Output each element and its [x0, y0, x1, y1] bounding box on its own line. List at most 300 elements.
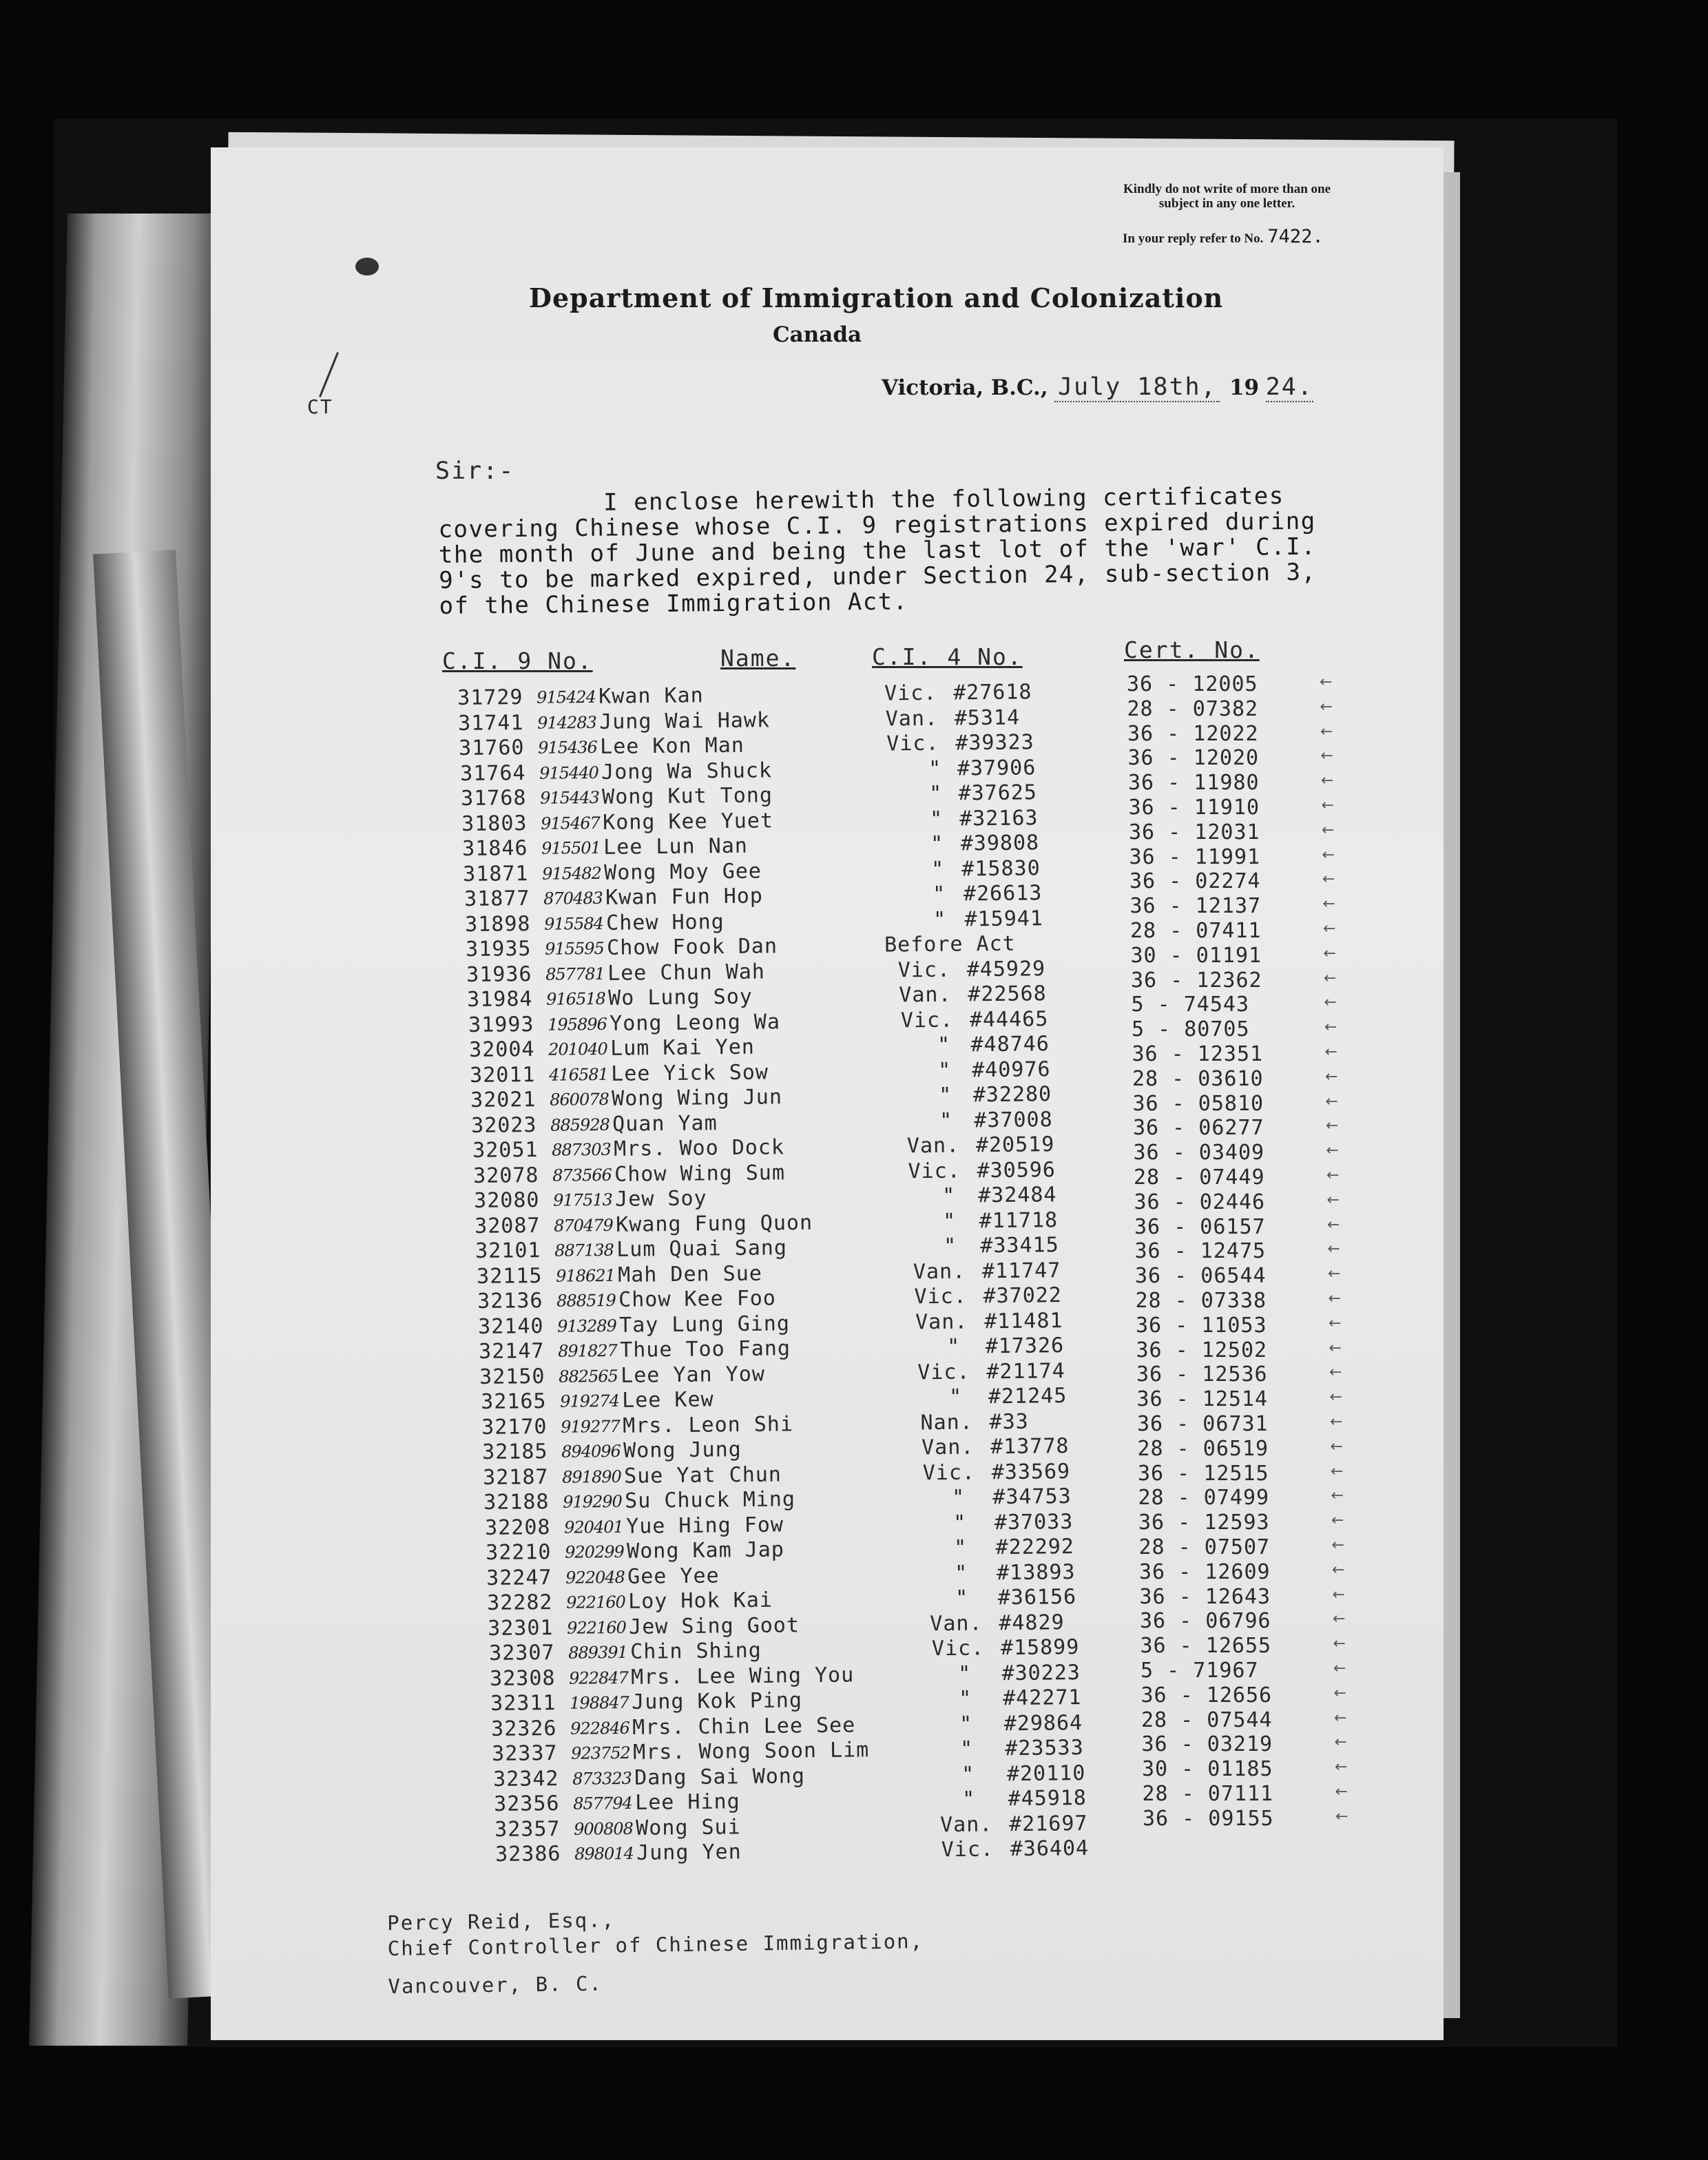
- person-name: Chow Fook Dan: [606, 934, 778, 960]
- ci9-number: 32326: [491, 1716, 557, 1741]
- ci4-number: #11718: [979, 1207, 1059, 1233]
- addressee-city: Vancouver, B. C.: [388, 1971, 603, 1998]
- person-name: Wong Moy Gee: [604, 858, 762, 885]
- handwritten-number: 915595: [545, 938, 604, 959]
- handwritten-number: 922847: [568, 1668, 628, 1688]
- handwritten-number: 894096: [561, 1441, 621, 1462]
- ci9-number: 31768: [460, 786, 527, 811]
- ci4-number: #45918: [1008, 1785, 1087, 1811]
- ci4-port: Van.: [885, 706, 939, 731]
- check-mark-icon: ←: [1329, 1314, 1343, 1332]
- check-mark-icon: ←: [1333, 1610, 1347, 1628]
- cert-number: 36 - 03409: [1133, 1141, 1265, 1165]
- cert-number: 36 - 12609: [1139, 1559, 1271, 1584]
- handwritten-number: 915436: [538, 737, 598, 758]
- ci9-number: 31877: [464, 886, 530, 911]
- person-name: Jew Soy: [614, 1186, 707, 1212]
- ci9-number: 32342: [492, 1766, 559, 1792]
- ci4-port: ": [960, 1736, 974, 1761]
- check-mark-icon: ←: [1324, 969, 1338, 987]
- header-cert: Cert. No.: [1124, 636, 1260, 663]
- check-mark-icon: ←: [1330, 1437, 1344, 1455]
- ci4-port: ": [939, 1083, 952, 1108]
- ci4-number: #30596: [977, 1157, 1056, 1183]
- letter-page: [211, 147, 1444, 2040]
- cert-number: 36 - 12031: [1129, 820, 1260, 844]
- cert-number: 5 - 80705: [1132, 1017, 1250, 1042]
- handwritten-number: 915584: [543, 913, 603, 934]
- ci4-number: #17326: [985, 1333, 1065, 1359]
- ci4-number: #30223: [1001, 1660, 1081, 1685]
- ci9-number: 31760: [459, 736, 525, 760]
- ci4-port: Vic.: [900, 1008, 953, 1032]
- cert-number: 30 - 01185: [1142, 1757, 1273, 1782]
- handwritten-number: 201040: [548, 1039, 607, 1059]
- handwritten-number: 918621: [555, 1265, 615, 1286]
- check-mark-icon: ←: [1325, 1068, 1340, 1086]
- ci4-port: ": [961, 1762, 975, 1787]
- ci9-number: 32147: [479, 1339, 545, 1364]
- kindly-line-2: subject in any one letter.: [1158, 196, 1295, 211]
- kindly-line-1: Kindly do not write of more than one: [1123, 182, 1331, 196]
- handwritten-number: 923752: [571, 1743, 631, 1763]
- ci4-number: #13893: [996, 1559, 1076, 1585]
- ci4-port: ": [955, 1586, 969, 1610]
- ci4-port: ": [947, 1334, 961, 1359]
- ci4-number: #45929: [966, 956, 1046, 982]
- ci4-port: ": [937, 1032, 951, 1057]
- ci4-number: #5314: [954, 705, 1021, 730]
- person-name: Dang Sai Wong: [634, 1763, 805, 1790]
- cert-number: 36 - 12656: [1141, 1683, 1273, 1707]
- ci9-number: 32080: [474, 1188, 540, 1213]
- person-name: Loy Hok Kai: [628, 1588, 773, 1614]
- handwritten-number: 915440: [539, 762, 598, 783]
- ci4-port: Vic.: [931, 1636, 984, 1661]
- ci9-number: 32210: [485, 1540, 552, 1565]
- check-mark-icon: ←: [1334, 1734, 1348, 1752]
- person-name: Gee Yee: [627, 1563, 720, 1589]
- addressee-block: [387, 1903, 924, 2000]
- check-mark-icon: ←: [1326, 1191, 1341, 1209]
- ci4-number: #20519: [975, 1132, 1055, 1158]
- handwritten-number: 857794: [572, 1793, 632, 1814]
- handwritten-number: 922846: [570, 1718, 630, 1738]
- handwritten-number: 870483: [543, 888, 603, 908]
- check-mark-icon: ←: [1322, 846, 1336, 864]
- check-mark-icon: ←: [1333, 1660, 1348, 1677]
- ci4-number: #44465: [969, 1006, 1049, 1032]
- check-mark-icon: ←: [1330, 1413, 1344, 1431]
- person-name: Lee Hing: [634, 1789, 740, 1815]
- handwritten-number: 891890: [562, 1466, 622, 1487]
- person-name: Kwan Fun Hop: [605, 884, 763, 910]
- pencil-stroke: [319, 352, 339, 397]
- handwritten-number: 913289: [557, 1316, 616, 1336]
- ci4-number: #37008: [974, 1107, 1054, 1132]
- check-mark-icon: ←: [1324, 994, 1338, 1012]
- ci9-number: 32357: [494, 1816, 561, 1842]
- person-name: Lee Lun Nan: [603, 833, 749, 860]
- check-mark-icon: ←: [1331, 1512, 1346, 1530]
- ci4-port: ": [954, 1561, 968, 1586]
- cert-number: 36 - 09155: [1143, 1806, 1274, 1831]
- handwritten-number: 916518: [546, 988, 606, 1009]
- ci4-port: Van.: [930, 1610, 983, 1636]
- cert-number: 36 - 06796: [1140, 1609, 1271, 1634]
- handwritten-number: 900808: [574, 1818, 633, 1839]
- ci4-number: #21245: [988, 1384, 1068, 1409]
- cert-number: 36 - 11991: [1129, 844, 1261, 869]
- header-ci4: C.I. 4 No.: [872, 643, 1023, 670]
- cert-number: 28 - 07507: [1138, 1535, 1271, 1559]
- year-prefix: 19: [1229, 375, 1260, 400]
- check-mark-icon: ←: [1321, 797, 1335, 814]
- ci9-number: 31764: [459, 760, 526, 786]
- cert-number: 28 - 07449: [1134, 1165, 1265, 1190]
- cert-number: 36 - 11910: [1128, 796, 1260, 820]
- ci9-number: 32150: [479, 1364, 546, 1389]
- ci9-number: 32087: [475, 1213, 541, 1238]
- ci4-port: ": [961, 1787, 976, 1811]
- person-name: Lee Kew: [621, 1387, 714, 1413]
- ci9-number: 32136: [477, 1289, 543, 1313]
- paragraph-line-4: 9's to be marked expired, under Section 24, sub-section 3,: [439, 558, 1317, 594]
- header-ci9: C.I. 9 No.: [442, 647, 593, 674]
- person-name: Tay Lung Ging: [618, 1311, 791, 1338]
- ci9-number: 32170: [481, 1414, 548, 1440]
- handwritten-number: 919290: [563, 1491, 623, 1512]
- ci9-number: 32208: [484, 1515, 551, 1540]
- ci4-number: #32163: [959, 805, 1039, 831]
- handwritten-number: 891827: [558, 1340, 618, 1361]
- handwritten-number: 198847: [570, 1692, 629, 1713]
- person-name: Jong Wa Shuck: [601, 758, 772, 785]
- ci4-number: #33: [989, 1409, 1029, 1434]
- cert-number: 28 - 07338: [1135, 1289, 1267, 1313]
- paragraph-line-2: covering Chinese whose C.I. 9 registrations expired during: [438, 507, 1316, 543]
- handwritten-number: 873323: [572, 1768, 632, 1789]
- check-mark-icon: ←: [1327, 1216, 1342, 1234]
- check-mark-icon: ←: [1320, 674, 1334, 691]
- ci4-port: ": [943, 1209, 957, 1234]
- person-name: Jung Kok Ping: [631, 1688, 803, 1714]
- ci4-port: Van.: [913, 1259, 966, 1284]
- person-name: Jew Sing Goot: [629, 1612, 800, 1639]
- check-mark-icon: ←: [1322, 895, 1337, 913]
- person-name: Mrs. Wong Soon Lim: [633, 1738, 870, 1765]
- cert-number: 36 - 12655: [1140, 1634, 1272, 1659]
- punch-hole-mark: [355, 258, 379, 276]
- ci4-number: #36404: [1010, 1836, 1090, 1862]
- person-name: Mrs. Lee Wing You: [630, 1662, 855, 1690]
- ci9-number: 32004: [468, 1037, 535, 1062]
- ci9-number: 31846: [462, 836, 528, 861]
- person-name: Chow Kee Foo: [618, 1286, 776, 1312]
- check-mark-icon: ←: [1322, 821, 1336, 839]
- ci9-number: 32308: [489, 1665, 556, 1691]
- person-name: Chin Shing: [629, 1638, 762, 1664]
- handwritten-number: 873566: [552, 1165, 612, 1185]
- person-name: Sue Yat Chun: [624, 1462, 782, 1488]
- handwritten-number: 915501: [541, 838, 601, 858]
- handwritten-number: 915467: [541, 813, 600, 833]
- check-mark-icon: ←: [1325, 1092, 1340, 1110]
- cert-number: 36 - 06731: [1137, 1412, 1269, 1436]
- ci4-port: Vic.: [914, 1284, 967, 1309]
- check-mark-icon: ←: [1332, 1586, 1346, 1603]
- person-name: Chew Hong: [605, 909, 725, 935]
- ci4-number: #36156: [997, 1585, 1077, 1610]
- person-name: Mah Den Sue: [617, 1261, 762, 1287]
- check-mark-icon: ←: [1331, 1537, 1346, 1554]
- person-name: Quan Yam: [612, 1110, 718, 1136]
- check-mark-icon: ←: [1335, 1758, 1349, 1776]
- cert-number: 36 - 12593: [1138, 1510, 1270, 1535]
- ci4-port: ": [930, 831, 944, 856]
- cert-number: 36 - 12362: [1131, 968, 1262, 993]
- person-name: Kong Kee Yuet: [602, 808, 774, 835]
- check-mark-icon: ←: [1321, 772, 1335, 790]
- ci9-number: 32307: [488, 1641, 555, 1665]
- person-name: Chow Wing Sum: [614, 1160, 785, 1187]
- ci4-port: Before Act: [884, 931, 1016, 957]
- person-name: Wong Wing Jun: [612, 1085, 783, 1111]
- ci4-port: Vic.: [884, 681, 937, 706]
- ci4-port: ": [928, 756, 941, 781]
- ci9-number: 32011: [470, 1062, 536, 1088]
- cert-number: 28 - 06519: [1137, 1436, 1269, 1461]
- ci4-number: #40976: [971, 1057, 1051, 1082]
- ci4-number: #29864: [1003, 1710, 1083, 1736]
- ci9-number: 31984: [467, 987, 534, 1012]
- ci4-number: #23533: [1005, 1735, 1085, 1761]
- cert-number: 5 - 74543: [1131, 993, 1250, 1017]
- check-mark-icon: ←: [1334, 1709, 1348, 1727]
- cert-number: 36 - 03219: [1141, 1732, 1273, 1757]
- ci9-number: 31741: [458, 710, 524, 736]
- check-mark-icon: ←: [1326, 1167, 1341, 1184]
- cert-number: 36 - 12502: [1136, 1338, 1268, 1362]
- check-mark-icon: ←: [1331, 1487, 1345, 1505]
- check-mark-icon: ←: [1331, 1462, 1345, 1480]
- check-mark-icon: ←: [1323, 920, 1337, 937]
- handwritten-number: 915424: [537, 687, 596, 707]
- check-mark-icon: ←: [1329, 1339, 1343, 1357]
- person-name: Lee Kon Man: [600, 733, 745, 759]
- handwritten-number: 889391: [567, 1642, 627, 1663]
- reply-label: In your reply refer to No.: [1123, 231, 1264, 246]
- cert-number: 36 - 06544: [1135, 1264, 1267, 1289]
- country-name: Canada: [773, 322, 862, 347]
- cert-number: 36 - 12514: [1136, 1387, 1269, 1412]
- date: July 18th,: [1054, 373, 1220, 402]
- year-suffix: 24.: [1265, 373, 1313, 401]
- place: Victoria, B.C.,: [882, 375, 1048, 400]
- person-name: Mrs. Leon Shi: [622, 1411, 793, 1438]
- handwritten-number: 914283: [537, 712, 597, 733]
- ci4-number: #26613: [963, 881, 1043, 906]
- person-name: Wong Kut Tong: [601, 783, 773, 809]
- cert-number: 36 - 11980: [1128, 771, 1260, 796]
- ci4-port: Van.: [921, 1435, 975, 1460]
- person-name: Lee Yick Sow: [610, 1059, 769, 1086]
- ci9-number: 32078: [472, 1163, 539, 1188]
- handwritten-number: 887303: [551, 1139, 611, 1160]
- ci4-number: #37022: [983, 1283, 1062, 1309]
- ci9-number: 32185: [482, 1440, 548, 1464]
- reply-number: 7422.: [1267, 226, 1324, 247]
- check-mark-icon: ←: [1329, 1389, 1344, 1406]
- ci4-number: #32484: [977, 1183, 1057, 1208]
- ci4-port: ": [958, 1686, 972, 1711]
- handwritten-number: 195896: [547, 1014, 607, 1035]
- person-name: Su Chuck Ming: [625, 1487, 796, 1513]
- ci4-number: #22292: [995, 1535, 1074, 1560]
- ci9-number: 31936: [466, 962, 532, 987]
- cert-number: 36 - 12137: [1129, 894, 1262, 919]
- cert-number: 36 - 11053: [1136, 1313, 1267, 1338]
- handwritten-number: 885928: [550, 1114, 610, 1135]
- ci4-port: ": [937, 1058, 952, 1083]
- check-mark-icon: ←: [1335, 1783, 1349, 1800]
- handwritten-number: 887138: [554, 1240, 614, 1260]
- header-name: Name.: [720, 645, 796, 672]
- check-mark-icon: ←: [1323, 944, 1337, 962]
- ci4-number: #4829: [999, 1610, 1065, 1635]
- ci9-number: 32188: [483, 1490, 550, 1515]
- cert-number: 28 - 07111: [1142, 1782, 1274, 1806]
- cert-number: 28 - 07382: [1127, 696, 1259, 721]
- ci4-port: ": [948, 1384, 962, 1409]
- handwritten-number: 898014: [574, 1843, 634, 1864]
- ci4-port: Van.: [939, 1811, 993, 1837]
- ci4-number: #39808: [960, 831, 1040, 856]
- handwritten-number: 860078: [550, 1089, 610, 1110]
- ci4-port: ": [941, 1183, 956, 1208]
- cert-number: 5 - 71967: [1141, 1659, 1259, 1683]
- handwritten-number: 915482: [542, 863, 602, 884]
- person-name: Kwan Kan: [598, 683, 704, 709]
- person-name: Lum Kai Yen: [610, 1035, 755, 1061]
- ci4-number: #33569: [991, 1459, 1071, 1484]
- ci9-number: 32386: [495, 1842, 561, 1867]
- ci4-number: #11481: [983, 1308, 1063, 1333]
- check-mark-icon: ←: [1324, 1019, 1339, 1037]
- margin-initials: CT: [307, 395, 333, 418]
- ci4-port: ": [953, 1535, 968, 1560]
- paragraph-line-5: of the Chinese Immigration Act.: [439, 588, 908, 620]
- cert-number: 36 - 12005: [1127, 672, 1258, 696]
- ci9-number: 32051: [472, 1138, 539, 1163]
- check-mark-icon: ←: [1328, 1265, 1342, 1283]
- check-mark-icon: ←: [1335, 1807, 1350, 1825]
- ci9-number: 32101: [475, 1238, 542, 1263]
- cert-number: 36 - 12515: [1138, 1461, 1269, 1486]
- handwritten-number: 919274: [559, 1391, 619, 1411]
- check-mark-icon: ←: [1320, 747, 1335, 765]
- ci4-port: ": [928, 781, 943, 806]
- ci9-number: 32023: [471, 1112, 538, 1138]
- ci9-number: 32247: [486, 1565, 552, 1590]
- check-mark-icon: ←: [1333, 1635, 1347, 1653]
- cert-number: 28 - 03610: [1132, 1066, 1264, 1091]
- reply-reference: [1123, 226, 1324, 247]
- ci4-number: #39323: [955, 730, 1035, 756]
- kindly-notice: [1123, 182, 1331, 211]
- person-name: Yong Leong Wa: [609, 1009, 780, 1036]
- ci4-port: ": [931, 857, 945, 882]
- check-mark-icon: ←: [1333, 1684, 1348, 1702]
- ci4-port: Vic.: [886, 731, 940, 756]
- ci9-number: 32140: [478, 1313, 544, 1339]
- ci4-port: Vic.: [908, 1159, 961, 1183]
- person-name: Yue Hing Fow: [625, 1512, 784, 1539]
- ci4-port: Van.: [906, 1133, 959, 1159]
- ci4-port: ": [952, 1510, 966, 1535]
- cert-number: 28 - 07411: [1130, 919, 1262, 943]
- paragraph-line-1: I enclose herewith the following certificates: [603, 482, 1284, 517]
- cert-number: 36 - 06157: [1134, 1214, 1266, 1239]
- ci4-port: ": [929, 807, 944, 831]
- body-paragraph: [438, 484, 1317, 619]
- cert-number: 36 - 12475: [1134, 1239, 1267, 1264]
- cert-number: 28 - 07544: [1141, 1707, 1273, 1732]
- check-mark-icon: ←: [1326, 1142, 1340, 1160]
- ci4-port: ": [933, 907, 947, 932]
- ci4-number: #48746: [970, 1032, 1050, 1057]
- ci4-number: #22568: [968, 982, 1048, 1007]
- ci4-number: #37033: [994, 1509, 1074, 1535]
- check-mark-icon: ←: [1326, 1117, 1340, 1135]
- ci9-number: 32115: [476, 1263, 543, 1289]
- handwritten-number: 882565: [559, 1366, 618, 1387]
- check-mark-icon: ←: [1332, 1561, 1346, 1579]
- handwritten-number: 888519: [556, 1290, 616, 1311]
- cert-number: 36 - 05810: [1132, 1091, 1264, 1116]
- handwritten-number: 915443: [539, 787, 599, 808]
- cert-number: 36 - 12022: [1127, 721, 1259, 746]
- check-mark-icon: ←: [1328, 1290, 1342, 1307]
- check-mark-icon: ←: [1320, 723, 1335, 740]
- ci4-port: Nan.: [920, 1410, 973, 1435]
- ci4-port: ": [952, 1485, 966, 1510]
- ci4-number: #15941: [964, 906, 1043, 931]
- ci4-number: #13778: [990, 1434, 1070, 1460]
- person-name: Kwang Fung Quon: [616, 1210, 813, 1237]
- check-mark-icon: ←: [1329, 1364, 1344, 1382]
- handwritten-number: 922048: [565, 1567, 625, 1588]
- handwritten-number: 917513: [553, 1190, 612, 1210]
- ci4-number: #33415: [980, 1233, 1060, 1258]
- ci4-port: Vic.: [897, 957, 951, 982]
- ci4-number: #32280: [972, 1082, 1052, 1108]
- person-name: Wong Jung: [623, 1437, 742, 1463]
- ci4-port: Vic.: [917, 1360, 971, 1384]
- ci4-port: Vic.: [922, 1460, 976, 1485]
- ci9-number: 31803: [461, 811, 528, 836]
- ci4-port: ": [932, 882, 946, 906]
- handwritten-number: 920401: [563, 1517, 623, 1537]
- ci4-port: Van.: [899, 982, 952, 1008]
- person-name: Lee Chun Wah: [607, 959, 766, 986]
- person-name: Jung Wai Hawk: [599, 707, 771, 734]
- ci4-number: #37625: [958, 780, 1037, 806]
- handwritten-number: 919277: [560, 1416, 620, 1437]
- ci4-port: ": [957, 1661, 972, 1686]
- person-name: Thue Too Fang: [620, 1336, 791, 1362]
- ci9-number: 32187: [483, 1464, 549, 1490]
